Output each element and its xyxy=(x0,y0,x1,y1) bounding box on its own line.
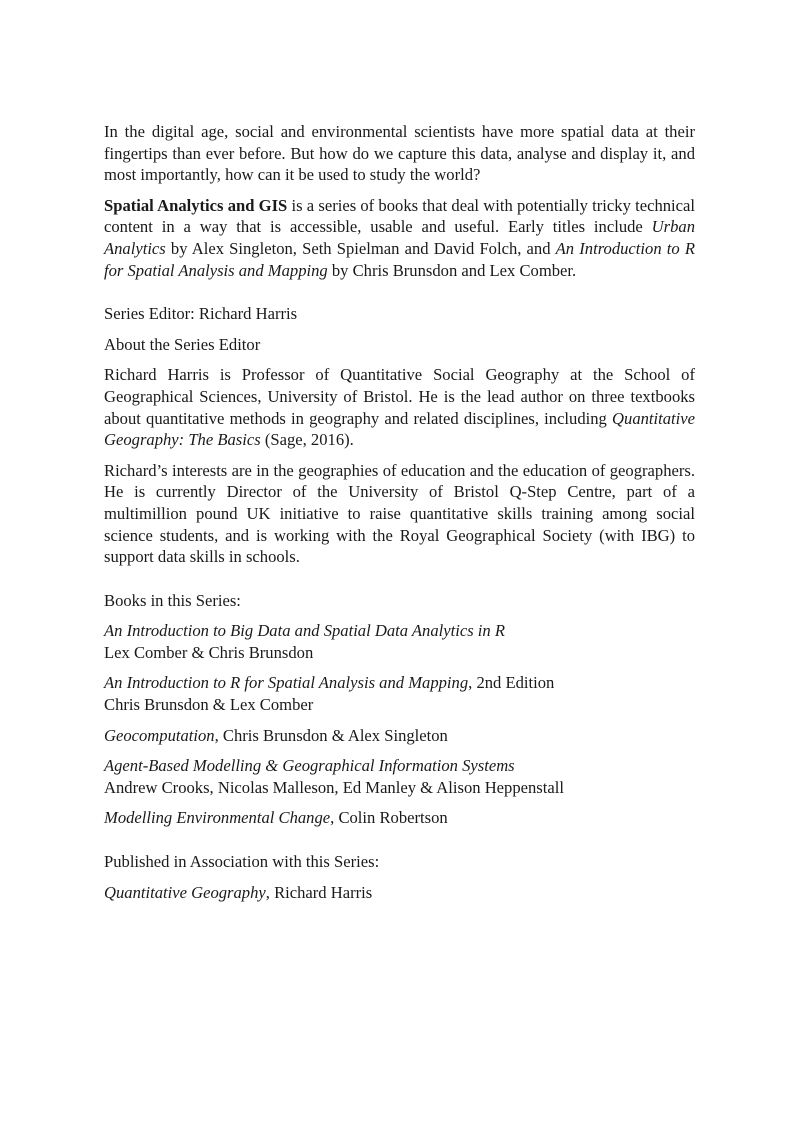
about-editor-heading: About the Series Editor xyxy=(104,334,261,354)
book-entry-4 xyxy=(104,755,695,798)
book-entry-3 xyxy=(104,725,695,747)
association-heading: Published in Association with this Series: xyxy=(104,852,380,872)
book-authors: , Richard Harris xyxy=(265,882,373,902)
book-title-quant-geo-basics: Quantitative Geography: The Basics xyxy=(104,408,695,450)
series-name: Spatial Analytics and GIS xyxy=(104,195,288,215)
book-title: Geocomputation xyxy=(104,725,215,745)
book-authors: Lex Comber & Chris Brunsdon xyxy=(104,642,314,662)
series-description-paragraph: Spatial Analytics and GIS is a series of books that deal with potentially tricky technical content in a way that is accessible, usable and useful. Early titles include Urban Analytics by Alex Singleton, Seth Spielman and David Folch, and An Introduction to R for Spatial Analysis and Mapping by Chris Brunsdon and Lex Comber. xyxy=(104,195,695,280)
books-heading: Books in this Series: xyxy=(104,590,241,610)
book-entry-2 xyxy=(104,672,695,715)
series-editor-line: Series Editor: Richard Harris xyxy=(104,304,298,324)
document-page xyxy=(104,121,695,903)
book-authors: Chris Brunsdon & Lex Comber xyxy=(104,695,314,715)
book-title: Quantitative Geography xyxy=(104,882,266,902)
editor-bio-paragraph-2: Richard’s interests are in the geographies of education and the education of geographers. He is currently Director of the University of Bristol Q-Step Centre, part of a multimillion pound UK initiative to raise quantitative skills training among social science students, and is working with the Royal Geographical Society (with IBG) to support data skills in schools. xyxy=(104,460,695,567)
book-authors: , Colin Robertson xyxy=(330,808,448,828)
editor-bio-paragraph-1: Richard Harris is Professor of Quantitative Social Geography at the School of Geographical Sciences, University of Bristol. He is the lead author on three textbooks about quantitative methods in geography and related disciplines, including Quantitative Geography: The Basics (Sage, 2016). xyxy=(104,365,695,450)
book-authors: , Chris Brunsdon & Alex Singleton xyxy=(214,725,448,745)
book-entry-1 xyxy=(104,620,695,663)
book-title-intro-r: An Introduction to R for Spatial Analysis and Mapping xyxy=(104,238,695,280)
book-title: An Introduction to R for Spatial Analysis and Mapping xyxy=(104,673,469,693)
book-authors: Andrew Crooks, Nicolas Malleson, Ed Manley & Alison Heppenstall xyxy=(104,777,564,797)
book-title-urban-analytics: Urban Analytics xyxy=(104,217,695,258)
book-entry-5 xyxy=(104,807,695,829)
book-edition: , 2nd Edition xyxy=(468,673,555,693)
book-title: An Introduction to Big Data and Spatial Data Analytics in R xyxy=(104,621,505,641)
book-title: Agent-Based Modelling & Geographical Information Systems xyxy=(104,756,515,776)
association-entry xyxy=(104,882,695,904)
intro-paragraph: In the digital age, social and environmental scientists have more spatial data at their fingertips than ever before. But how do we capture this data, analyse and display it, and most importantly, how can it be used to study the world? xyxy=(104,122,695,185)
book-title: Modelling Environmental Change xyxy=(104,808,331,828)
